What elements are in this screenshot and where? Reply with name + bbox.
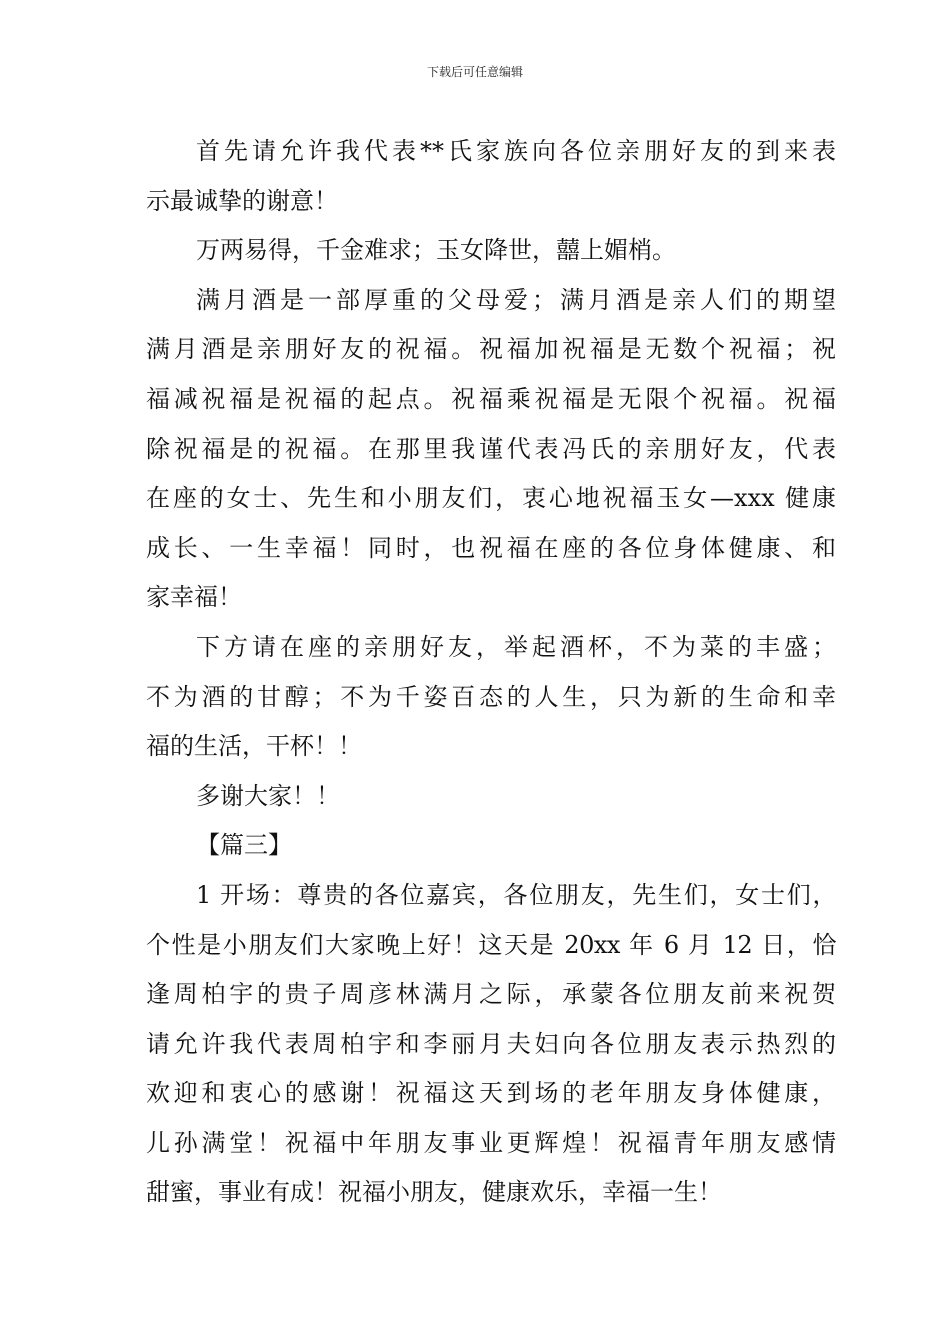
section-heading: 【篇三】 [196, 831, 292, 860]
text-line: 甜蜜，事业有成！祝福小朋友，健康欢乐，幸福一生！ [146, 1178, 722, 1207]
text-line: 满月酒是一部厚重的父母爱；满月酒是亲人们的期望 [196, 285, 836, 314]
text-line: 除祝福是的祝福。在那里我谨代表冯氏的亲朋好友，代表 [146, 434, 836, 463]
text-line: 请允许我代表周柏宇和李丽月夫妇向各位朋友表示热烈的 [146, 1029, 836, 1058]
text-line: 福减祝福是祝福的起点。祝福乘祝福是无限个祝福。祝福 [146, 384, 836, 413]
text-line: 福的生活，干杯！！ [146, 732, 362, 761]
text-line: 多谢大家！！ [196, 781, 340, 810]
text-line: 1 开场：尊贵的各位嘉宾，各位朋友，先生们，女士们， [196, 880, 836, 909]
text-line: 在座的女士、先生和小朋友们，衷心地祝福玉女—xxx 健康 [146, 484, 836, 513]
text-line: 不为酒的甘醇；不为千姿百态的人生，只为新的生命和幸 [146, 682, 836, 711]
text-line: 欢迎和衷心的感谢！祝福这天到场的老年朋友身体健康， [146, 1079, 836, 1108]
page-header: 下载后可任意编辑 [426, 65, 523, 79]
text-line: 成长、一生幸福！同时，也祝福在座的各位身体健康、和 [146, 533, 836, 562]
text-line: 满月酒是亲朋好友的祝福。祝福加祝福是无数个祝福；祝 [146, 335, 836, 364]
text-line: 示最诚挚的谢意！ [146, 186, 338, 215]
document-body [146, 127, 836, 1218]
text-line: 首先请允许我代表**氏家族向各位亲朋好友的到来表 [196, 137, 836, 165]
text-line: 个性是小朋友们大家晚上好！这天是 20xx 年 6 月 12 日，恰 [146, 930, 836, 959]
text-line: 下方请在座的亲朋好友，举起酒杯，不为菜的丰盛； [196, 632, 836, 661]
text-line: 万两易得，千金难求；玉女降世，囍上媚梢。 [196, 236, 676, 265]
text-line: 家幸福！ [146, 583, 242, 612]
text-line: 儿孙满堂！祝福中年朋友事业更辉煌！祝福青年朋友感情 [146, 1128, 836, 1157]
text-line: 逢周柏宇的贵子周彦林满月之际，承蒙各位朋友前来祝贺 [146, 980, 836, 1009]
